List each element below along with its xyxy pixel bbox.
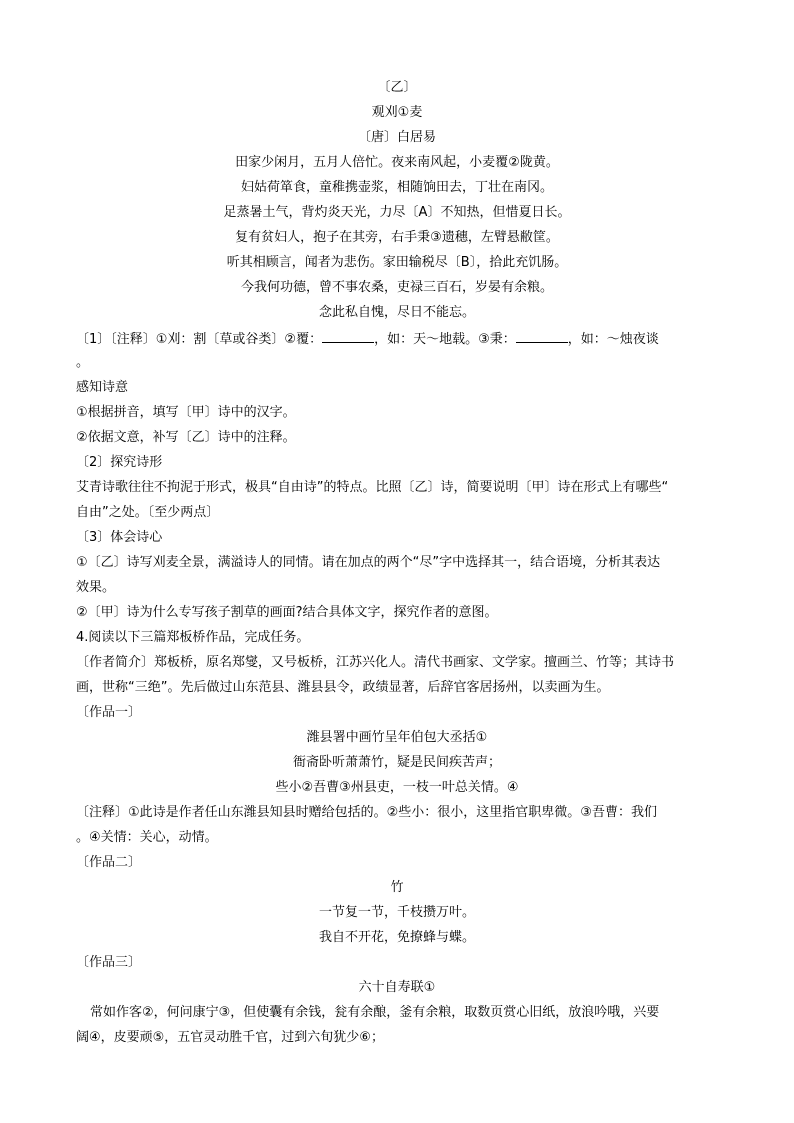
answer-blank-bing[interactable] (516, 330, 568, 343)
work-1-line: 些小②吾曹③州县吏，一枝一叶总关情。④ (275, 780, 519, 795)
work-2-label: 〔作品二〕 (76, 855, 142, 870)
q1-annotation-tail: 。 (76, 355, 90, 370)
q1-item-2: ②依据文意，补写〔乙〕诗中的注释。 (76, 430, 296, 445)
work-1-label: 〔作品一〕 (76, 705, 142, 720)
q1-item-1: ①根据拼音，填写〔甲〕诗中的汉字。 (76, 405, 296, 420)
q3-item-2: ②〔甲〕诗为什么专写孩子割草的画面?结合具体文字，探究作者的意图。 (76, 605, 498, 620)
q1-text-a: 〔1〕〔注释〕①刈：割〔草或谷类〕②覆： (76, 332, 323, 347)
author-bio: 画，世称“三绝”。先后做过山东范县、潍县县令，政绩显著，后辞官客居扬州，以卖画为生。 (76, 680, 610, 695)
poem-line: 田家少闲月，五月人倍忙。夜来南风起，小麦覆②陇黄。 (235, 155, 559, 170)
q2-body: 艾青诗歌往往不拘泥于形式，极具“自由诗”的特点。比照〔乙〕诗，简要说明〔甲〕诗在形式上有哪些“ (76, 480, 669, 495)
q1-subtitle: 感知诗意 (76, 380, 129, 395)
poem-yi-label: 〔乙〕 (377, 80, 417, 95)
work-2-line: 我自不开花，免撩蜂与蝶。 (318, 930, 475, 945)
q2-body: 自由”之处。〔至少两点〕 (76, 505, 220, 520)
q3-item-1: ①〔乙〕诗写刈麦全景，满溢诗人的同情。请在加点的两个“尽”字中选择其一，结合语境，分析其表达 (76, 555, 661, 570)
work-3-line: 阔④，皮要顽⑤，五官灵动胜千官，过到六旬犹少⑥； (76, 1030, 384, 1045)
poem-yi-title: 观刈①麦 (371, 105, 423, 120)
work-2-line: 一节复一节，千枝攒万叶。 (318, 905, 475, 920)
work-3-label: 〔作品三〕 (76, 955, 142, 970)
q3-title: 〔3〕体会诗心 (76, 530, 163, 545)
author-bio: 〔作者简介〕郑板桥，原名郑燮，又号板桥，江苏兴化人。清代书画家、文学家。擅画兰、竹等；其诗书 (76, 655, 675, 670)
answer-blank-fu[interactable] (322, 330, 374, 343)
poem-yi-author: 〔唐〕白居易 (357, 130, 436, 145)
q3-item-1-cont: 效果。 (76, 580, 116, 595)
poem-line: 复有贫妇人，抱子在其旁，右手秉③遗穗，左臂悬敝筐。 (235, 230, 559, 245)
work-1-note: 。④关情：关心，动情。 (76, 830, 218, 845)
q4-intro: 4.阅读以下三篇郑板桥作品，完成任务。 (76, 630, 310, 645)
q1-text-c: ，如：～烛夜谈 (567, 332, 659, 347)
q2-title: 〔2〕探究诗形 (76, 455, 163, 470)
poem-line: 足蒸暑土气，背灼炎天光，力尽〔A〕不知热，但惜夏日长。 (223, 205, 571, 220)
poem-line: 今我何功德，曾不事农桑，吏禄三百石，岁晏有余粮。 (240, 280, 553, 295)
q1-text-b: ，如：天～地载。③秉： (374, 332, 516, 347)
poem-line: 听其相顾言，闻者为悲伤。家田输税尽〔B〕，拾此充饥肠。 (226, 255, 568, 270)
work-1-note: 〔注释〕①此诗是作者任山东潍县知县时赠给包括的。②些小：很小，这里指官职卑微。③吾曹：我们 (76, 805, 657, 820)
poem-line: 念此私自愧，尽日不能忘。 (318, 305, 475, 320)
work-3-line: 常如作客②，何问康宁③，但使囊有余钱，瓮有余酿，釜有余粮，取数页赏心旧纸，放浪吟哦，兴要 (90, 1005, 660, 1020)
poem-line: 妇姑荷箪食，童稚携壶浆，相随饷田去，丁壮在南冈。 (240, 180, 553, 195)
work-2-title: 竹 (390, 880, 404, 895)
work-3-title: 六十自寿联① (358, 980, 436, 995)
work-1-line: 衙斋卧听萧萧竹，疑是民间疾苦声； (292, 755, 501, 770)
q1-annotation-line (76, 330, 659, 348)
work-1-title: 潍县署中画竹呈年伯包大丞括① (306, 730, 488, 745)
